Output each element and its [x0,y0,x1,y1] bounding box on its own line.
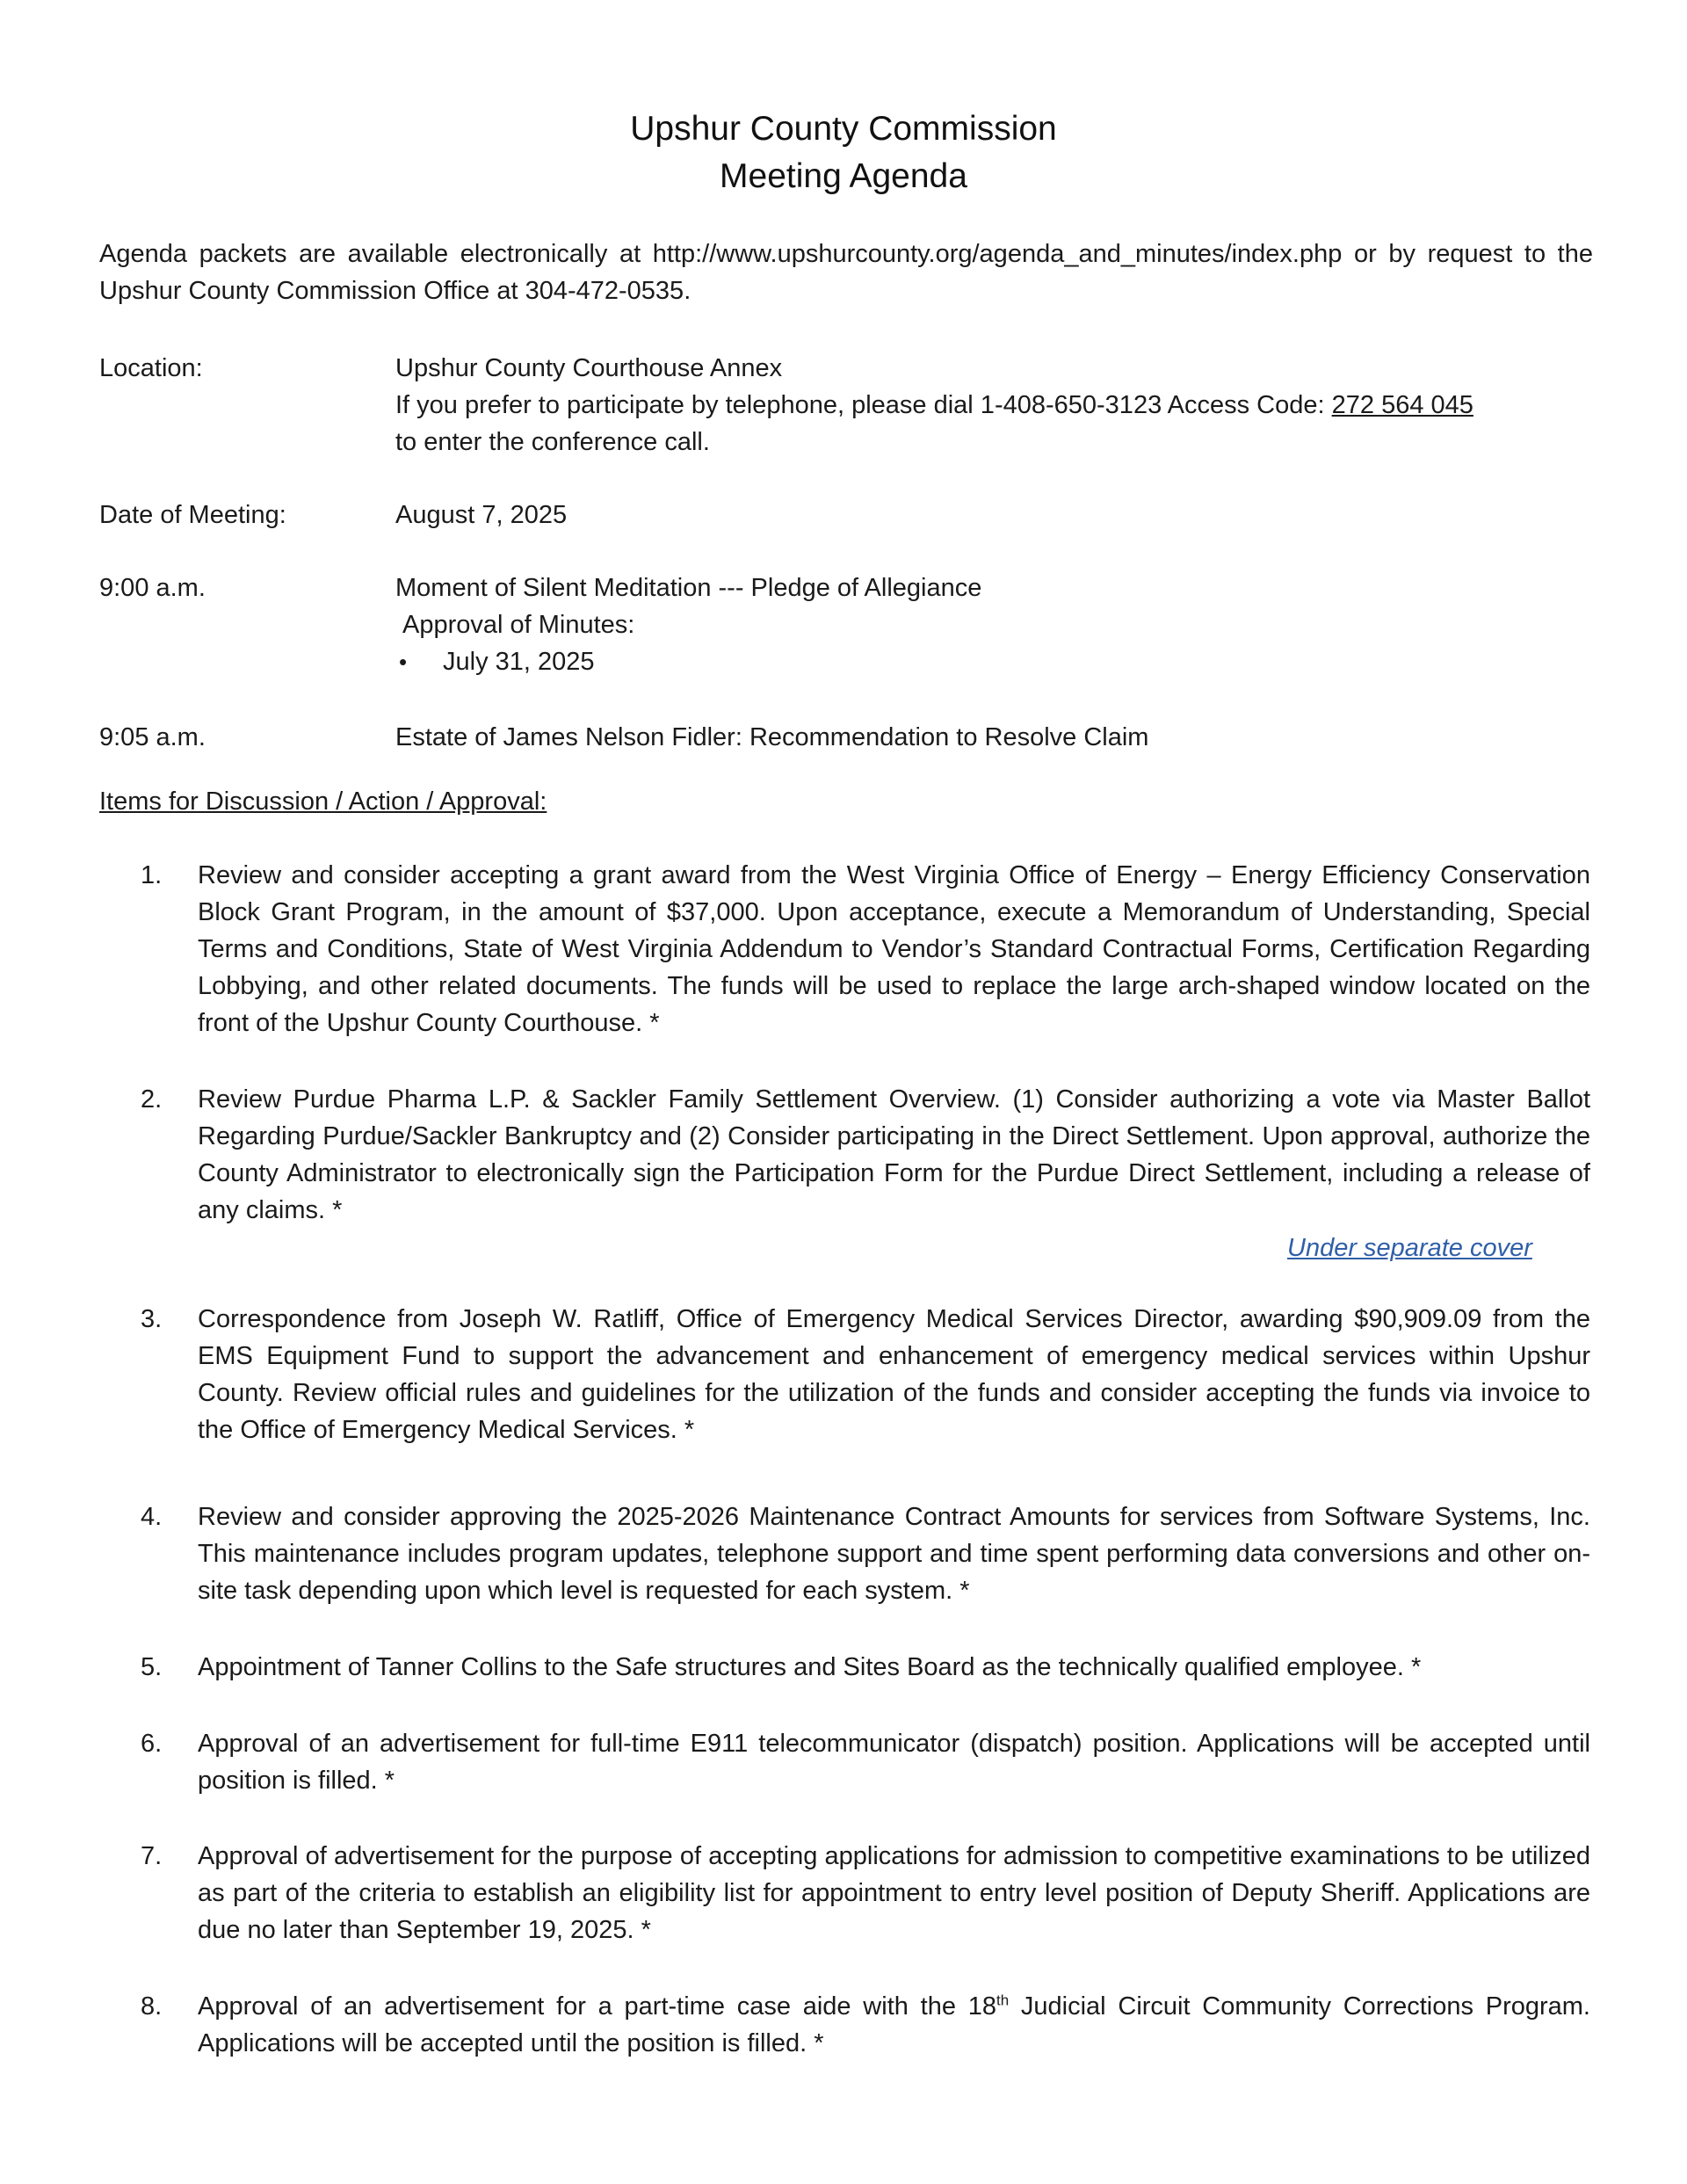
item-number: 7. [141,1842,163,1870]
item-text-part: Judicial Circuit Community Corrections Program. Applications will be accepted until the position is filled. * [198,1992,1590,2057]
item-number: 1. [141,861,163,889]
phone-line-text: If you prefer to participate by telephone, please dial 1-408-650-3123 Access Code: [395,391,1332,419]
agenda-item [141,1725,1590,1799]
minutes-bullet-item [395,643,1590,680]
schedule-line: Approval of Minutes: [402,611,635,639]
location-place: Upshur County Courthouse Annex [395,354,783,382]
bullet-icon: • [399,649,408,675]
ordinal-suffix: th [996,1992,1010,2009]
agenda-item [141,1301,1590,1448]
location-value [395,350,1590,461]
item-text: Approval of advertisement for the purpose of accepting applications for admission to competitive examinations to be utilized as part of the criteria to establish an eligibility list for appointment to entry level position of Deputy Sheriff. Applications are due no later than September 19, 2025. * [198,1842,1590,1944]
item-text: Approval of an advertisement for full-time E911 telecommunicator (dispatch) position. Applications will be accepted until position is filled. * [198,1730,1590,1795]
section-heading: Items for Discussion / Action / Approval: [99,787,547,816]
location-label: Location: [99,354,203,382]
access-code: 272 564 045 [1331,391,1473,419]
document-title: Upshur County Commission [630,110,1057,148]
item-number: 5. [141,1653,163,1681]
item-number: 4. [141,1503,163,1531]
item-text [198,1988,1590,2062]
item-text: Review Purdue Pharma L.P. & Sackler Family Settlement Overview. (1) Consider authorizing a vote via Master Ballot Regarding Purdue/Sackler Bankruptcy and (2) Consider participating in the Direct Settlement. Upon approval, authorize the County Administrator to electronically sign the Participation Form for the Purdue Direct Settlement, including a release of any claims. * [198,1085,1590,1224]
agenda-item [141,1838,1590,1948]
agenda-item [141,1649,1590,1686]
schedule-line: Moment of Silent Meditation --- Pledge of Allegiance [395,574,982,602]
schedule-entry [395,570,1590,680]
item-text: Review and consider accepting a grant award from the West Virginia Office of Energy – Energy Efficiency Conservation Block Grant Program, in the amount of $37,000. Upon acceptance, execute a Memorandum of Understanding, Special Terms and Conditions, State of West Virginia Addendum to Vendor’s Standard Contractual Forms, Certification Regarding Lobbying, and other related documents. The funds will be used to replace the large arch-shaped window located on the front of the Upshur County Courthouse. * [198,861,1590,1037]
date-value: August 7, 2025 [395,501,568,529]
item-text-part: Approval of an advertisement for a part-time case aide with the 18 [198,1992,996,2021]
item-number: 3. [141,1305,163,1333]
item-text: Appointment of Tanner Collins to the Safe structures and Sites Board as the technically qualified employee. * [198,1653,1422,1681]
item-number: 8. [141,1992,163,2021]
phone-line-end: to enter the conference call. [395,428,710,456]
agenda-item [141,1988,1590,2062]
schedule-time: 9:00 a.m. [99,574,206,602]
under-separate-cover-link[interactable]: Under separate cover [1287,1234,1532,1262]
minutes-date: July 31, 2025 [443,648,595,676]
intro-paragraph: Agenda packets are available electronically at http://www.upshurcounty.org/agenda_and_minutes/index.php or by request to the Upshur County Commission Office at 304-472-0535. [99,240,1593,305]
date-label: Date of Meeting: [99,501,286,529]
phone-instructions [395,387,1590,424]
schedule-line: Estate of James Nelson Fidler: Recommendation to Resolve Claim [395,723,1149,751]
agenda-item [141,857,1590,1041]
document-subtitle: Meeting Agenda [720,157,967,195]
item-number: 2. [141,1085,163,1114]
item-text: Correspondence from Joseph W. Ratliff, Office of Emergency Medical Services Director, awarding $90,909.09 from the EMS Equipment Fund to support the advancement and enhancement of emergency medical services within Upshur County. Review official rules and guidelines for the utilization of the funds and consider accepting the funds via invoice to the Office of Emergency Medical Services. * [198,1305,1590,1444]
schedule-time: 9:05 a.m. [99,723,206,751]
item-text: Review and consider approving the 2025-2026 Maintenance Contract Amounts for services from Software Systems, Inc. This maintenance includes program updates, telephone support and time spent performing data conversions and other on-site task depending upon which level is requested for each system. * [198,1503,1590,1605]
agenda-item [141,1081,1590,1229]
item-number: 6. [141,1730,163,1758]
agenda-item [141,1498,1590,1609]
